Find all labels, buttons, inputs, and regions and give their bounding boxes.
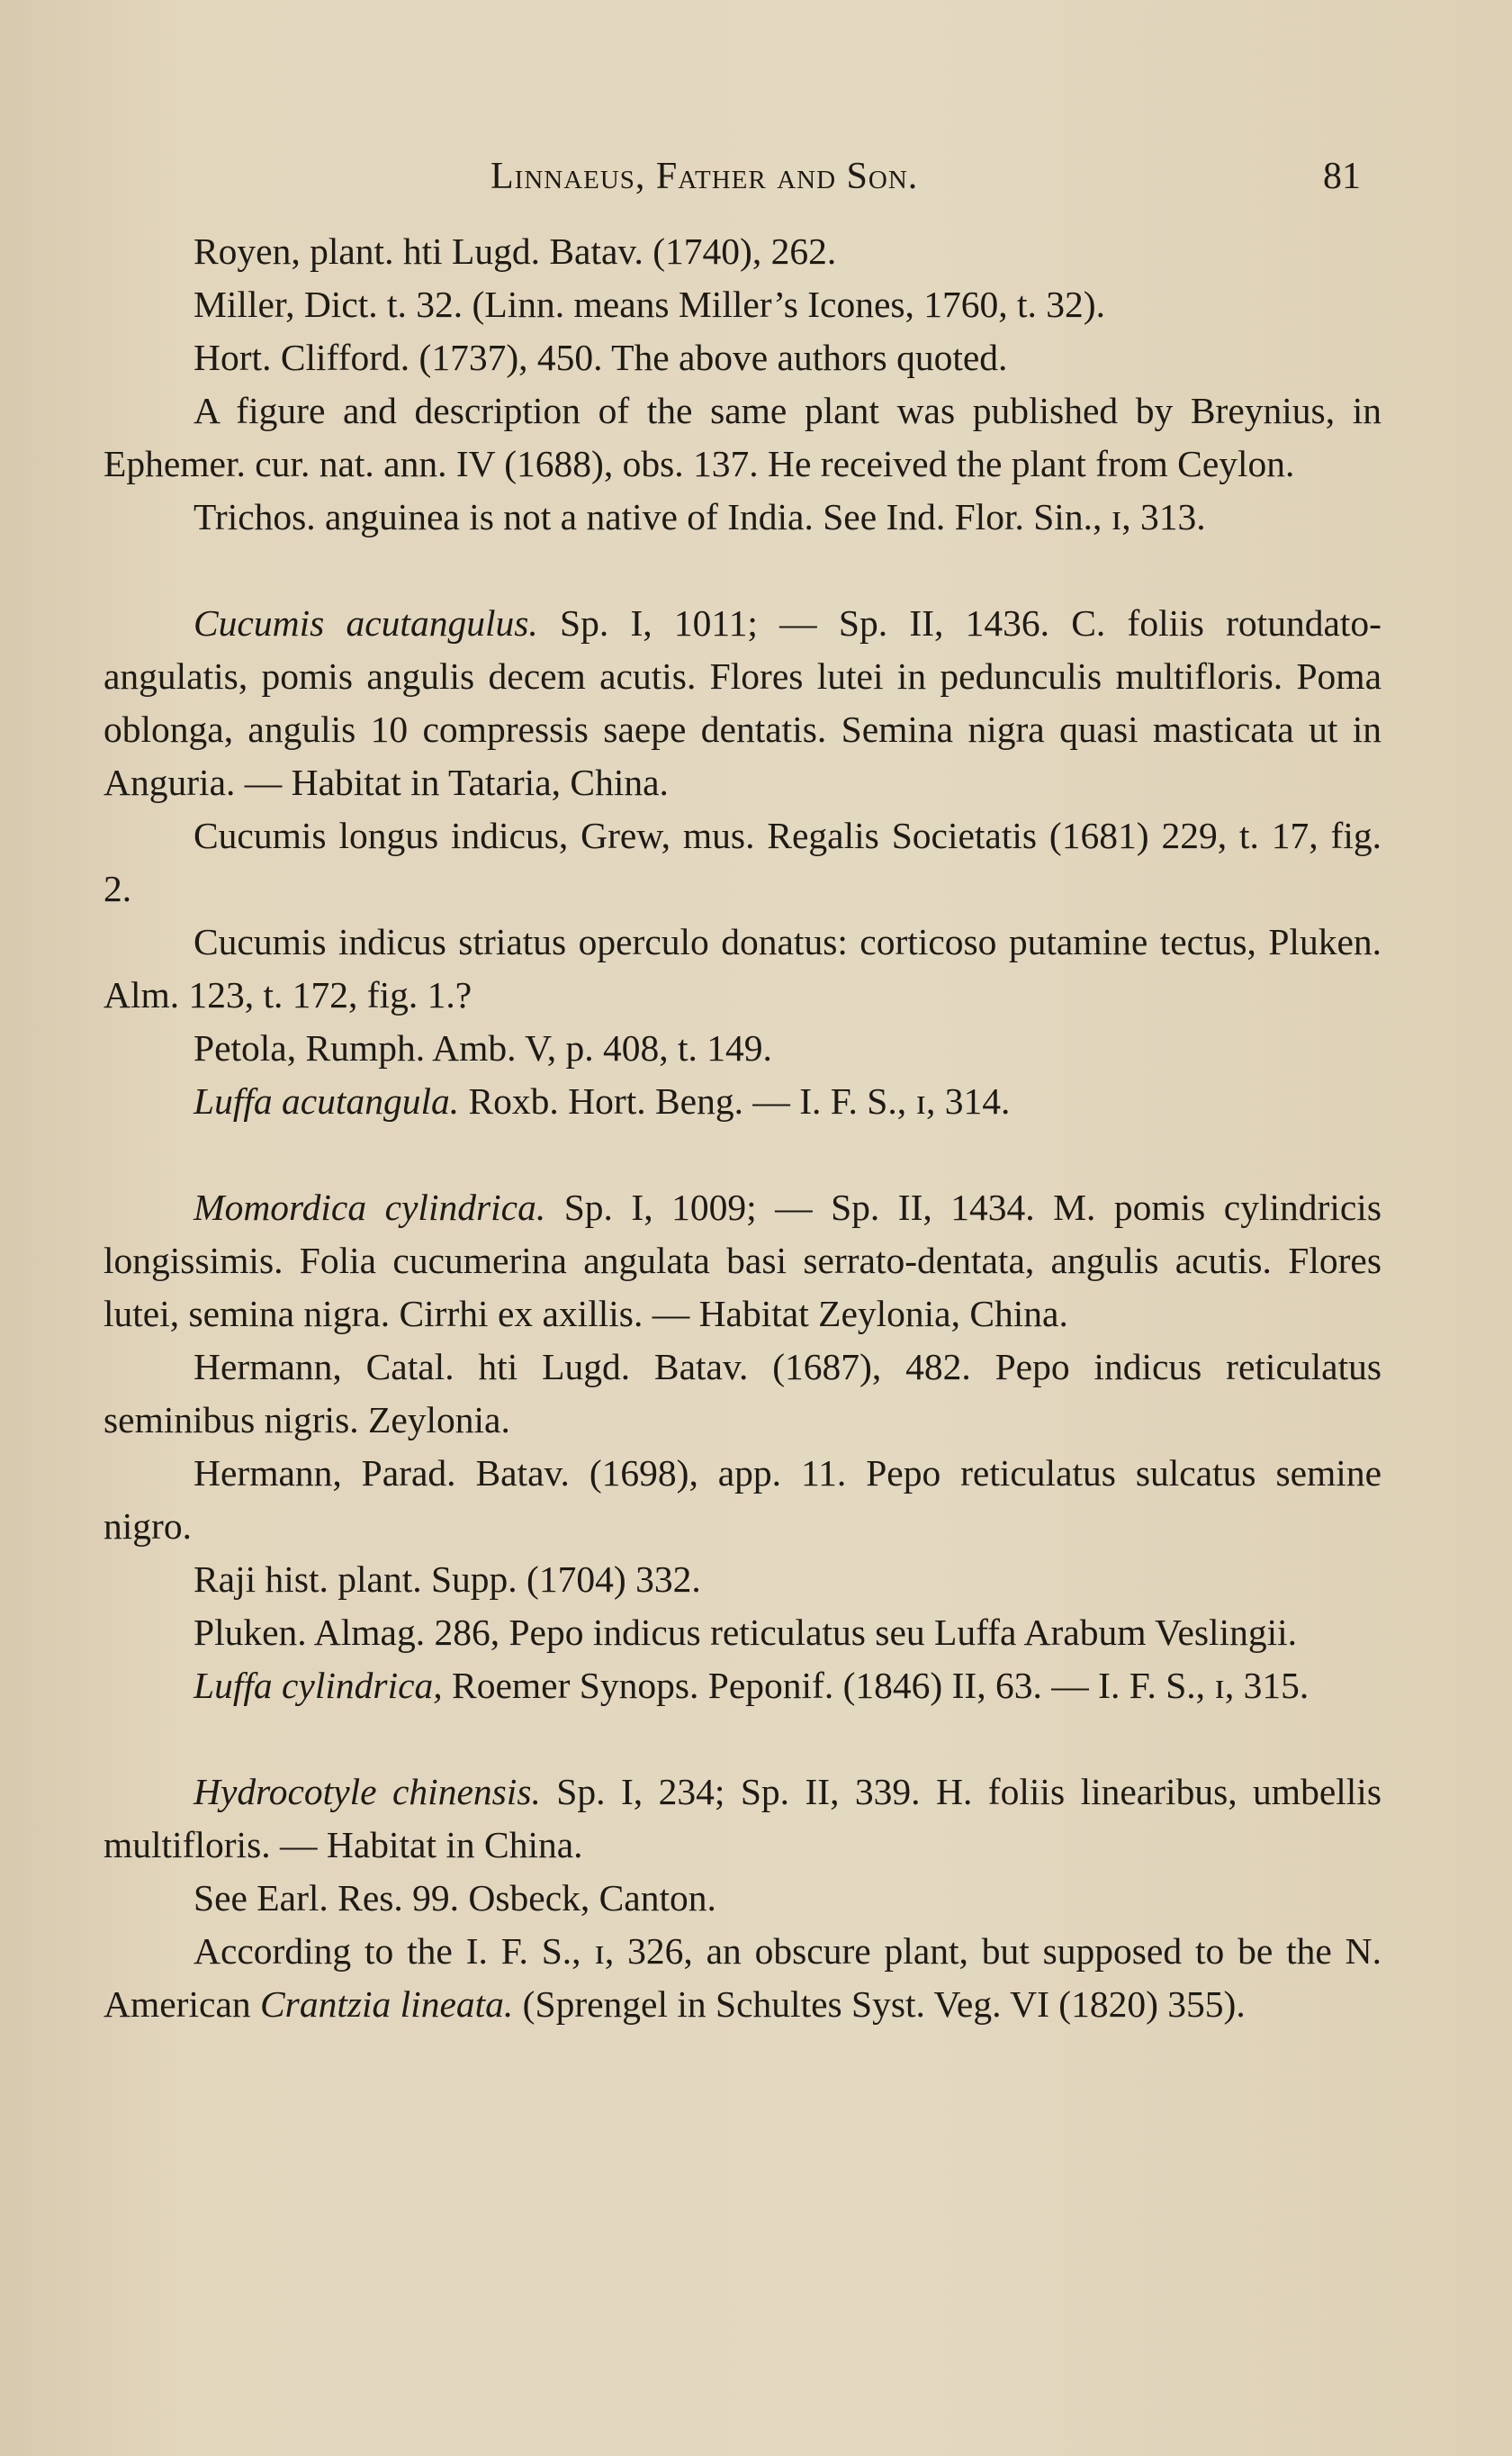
- reference-text: Roemer Synops. Peponif. (1846) II, 63. — I. F. S., ɪ, 315.: [442, 1665, 1310, 1706]
- note-text: According to the I. F. S., ɪ, 326, an obscure plant, but supposed to be the N. American: [104, 1930, 1382, 2025]
- running-title: Linnaeus, Father and Son.: [490, 156, 919, 197]
- note-paragraph: A figure and description of the same plant was published by Breynius, in Ephemer. cur. nat. ann. IV (1688), obs. 137. He received the plant from Ceylon.: [104, 390, 1382, 484]
- species-name: Cucumis acutangulus.: [194, 602, 538, 644]
- reference-line: See Earl. Res. 99. Osbeck, Canton.: [194, 1877, 716, 1919]
- reference-line: Hermann, Catal. hti Lugd. Batav. (1687), 482. Pepo indicus reticulatus seminibus nigris. Zeylonia.: [104, 1346, 1382, 1440]
- reference-line: Petola, Rumph. Amb. V, p. 408, t. 149.: [194, 1027, 772, 1069]
- body-text: [104, 225, 1382, 2031]
- modern-name: Crantzia lineata.: [259, 1983, 514, 2025]
- reference-line: [104, 1659, 1382, 1712]
- reference-line: [104, 1075, 1382, 1128]
- reference-line: Royen, plant. hti Lugd. Batav. (1740), 262.: [194, 230, 837, 272]
- modern-name: Luffa acutangula.: [194, 1080, 460, 1122]
- reference-line: Cucumis longus indicus, Grew, mus. Regalis Societatis (1681) 229, t. 17, fig. 2.: [104, 815, 1382, 909]
- page-header: [0, 155, 1512, 209]
- species-paragraph: [104, 1181, 1382, 1341]
- note-text: (Sprengel in Schultes Syst. Veg. VI (1820) 355).: [513, 1983, 1246, 2025]
- note-paragraph: Trichos. anguinea is not a native of India. See Ind. Flor. Sin., ɪ, 313.: [194, 496, 1206, 537]
- entry-hydrocotyle-chinensis: [104, 1765, 1382, 2031]
- entry-cucumis-acutangulus: [104, 597, 1382, 1128]
- species-paragraph: [104, 1765, 1382, 1872]
- species-name: Hydrocotyle chinensis.: [194, 1771, 541, 1812]
- species-name: Momordica cylindrica.: [194, 1187, 546, 1228]
- modern-name: Luffa cylindrica,: [194, 1665, 443, 1706]
- reference-line: Cucumis indicus striatus operculo donatus: corticoso putamine tectus, Pluken. Alm. 123, t. 172, fig. 1.?: [104, 921, 1382, 1016]
- note-paragraph: [104, 1925, 1382, 2031]
- reference-line: Miller, Dict. t. 32. (Linn. means Miller’s Icones, 1760, t. 32).: [194, 284, 1106, 325]
- reference-text: Roxb. Hort. Beng. — I. F. S., ɪ, 314.: [459, 1080, 1011, 1122]
- species-description: Sp. I, 1011; — Sp. II, 1436. C. foliis rotundato-angulatis, pomis angulis decem acutis. Flores lutei in pedunculis multifloris. Poma oblonga, angulis 10 compressis saepe dentatis. Semina nigra quasi masticata ut in Anguria. — Habitat in Tataria, China.: [104, 602, 1382, 803]
- reference-line: Hort. Clifford. (1737), 450. The above authors quoted.: [194, 337, 1008, 378]
- species-paragraph: [104, 597, 1382, 809]
- species-description: Sp. I, 1009; — Sp. II, 1434. M. pomis cylindricis longissimis. Folia cucumerina angulata basi serrato-dentata, angulis acutis. Flores lutei, semina nigra. Cirrhi ex axillis. — Habitat Zeylonia, China.: [104, 1187, 1382, 1334]
- reference-line: Raji hist. plant. Supp. (1704) 332.: [194, 1558, 701, 1600]
- reference-line: Pluken. Almag. 286, Pepo indicus reticulatus seu Luffa Arabum Veslingii.: [194, 1612, 1298, 1653]
- page-number: 81: [1323, 156, 1361, 197]
- entry-momordica-cylindrica: [104, 1181, 1382, 1712]
- entry-trichosanthes-notes: [104, 225, 1382, 544]
- reference-line: Hermann, Parad. Batav. (1698), app. 11. Pepo reticulatus sulcatus semine nigro.: [104, 1452, 1382, 1547]
- species-description: Sp. I, 234; Sp. II, 339. H. foliis linearibus, umbellis multifloris. — Habitat in China.: [104, 1771, 1382, 1865]
